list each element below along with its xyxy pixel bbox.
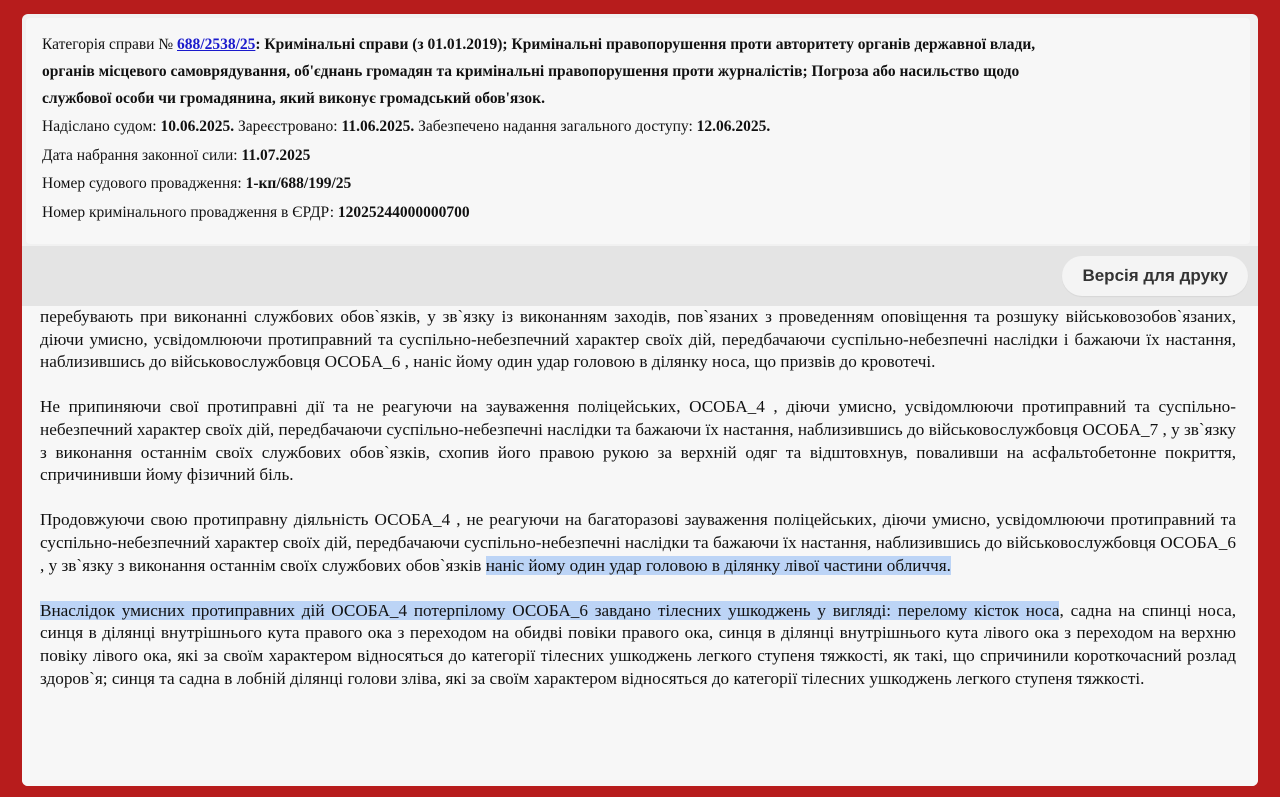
dates-line xyxy=(42,117,770,137)
case-category-line-3 xyxy=(42,89,545,109)
paragraph-4-text: , садна на спинці носа, синця в ділянці внутрішнього кута правого ока з переходом на обидві повіки правого ока, синця в ділянці внутрішнього кута лівого ока з переходом на верхню повіку лівого ока, які за своїм характером відносяться до категорії тілесних ушкоджень легкого ступеня тяжкості, як такі, що спричинили короткочасний розлад здоров`я; синця та садна в лобній ділянці голови зліва, які за своїм характером відносяться до категорії тілесних ушкоджень легкого ступеня тяжкості. xyxy=(40,600,1237,688)
case-category-label: Категорія справи № xyxy=(42,36,178,53)
registered-label: Зареєстровано: xyxy=(234,118,342,135)
case-number-link[interactable]: 688/2538/25 xyxy=(177,36,256,53)
paragraph-4-highlight: Внаслідок умисних протиправних дій ОСОБА_4 потерпілому ОСОБА_6 завдано тілесних ушкоджень у вигляді: перелому кісток носа xyxy=(40,600,1060,620)
court-proceeding-label: Номер судового провадження: xyxy=(42,175,246,192)
sent-date: 10.06.2025. xyxy=(160,118,235,135)
case-category-text-1: : Кримінальні справи (з 01.01.2019); Кримінальні правопорушення проти авторитету органів державної влади, xyxy=(255,36,1036,53)
paragraph-3 xyxy=(40,509,1236,577)
registered-date: 11.06.2025. xyxy=(341,118,415,135)
paragraph-3-highlight: наніс йому один удар головою в ділянку лівої частини обличчя. xyxy=(485,555,951,575)
court-proceeding-number: 1-кп/688/199/25 xyxy=(245,175,352,192)
sent-label: Надіслано судом: xyxy=(42,118,161,135)
effective-date-label: Дата набрання законної сили: xyxy=(42,147,242,164)
effective-date-value: 11.07.2025 xyxy=(241,147,311,164)
print-version-button[interactable]: Версія для друку xyxy=(1062,256,1248,296)
case-category-text-3: службової особи чи громадянина, який виконує громадський обов'язок. xyxy=(42,90,545,107)
effective-date-line xyxy=(42,146,310,166)
access-date: 12.06.2025. xyxy=(696,118,771,135)
document-frame xyxy=(22,14,1258,786)
case-category-line-1 xyxy=(42,35,1035,55)
criminal-proceeding-line xyxy=(42,203,470,223)
document-toolbar xyxy=(22,246,1258,306)
paragraph-3-text: Продовжуючи свою протиправну діяльність ОСОБА_4 , не реагуючи на багаторазові зауваження поліцейських, діючи умисно, усвідомлюючи протиправний та суспільно-небезпечний характер своїх дій, передбачаючи суспільно-небезпечні наслідки та бажаючи їх настання, наблизившись до військовослужбовця ОСОБА_6 , у зв`язку з виконання останнім своїх службових обов`язків xyxy=(40,510,1236,575)
paragraph-1: перебувають при виконанні службових обов`язків, у зв`язку із виконанням заходів, пов`язаних з проведенням оповіщення та розшуку військовозобов`язаних, діючи умисно, усвідомлюючи протиправний та суспільно-небезпечний характер своїх дій, передбачаючи суспільно-небезпечні наслідки і бажаючи їх настання, наблизившись до військовослужбовця ОСОБА_6 , наніс йому один удар головою в ділянку носа, що призвів до кровотечі. xyxy=(40,307,1236,372)
paragraph-2: Не припиняючи свої протиправні дії та не реагуючи на зауваження поліцейських, ОСОБА_4 , діючи умисно, усвідомлюючи протиправний та суспільно-небезпечний характер своїх дій, передбачаючи суспільно-небезпечні наслідки та бажаючи їх настання, наблизившись до військовослужбовця ОСОБА_7 , у зв`язку з виконання останнім своїх службових обов`язків, схопив його правою рукою за верхній одяг та відштовхнув, поваливши на асфальтобетонне покриття, спричинивши йому фізичний біль. xyxy=(40,397,1236,485)
case-category-line-2 xyxy=(42,62,1019,82)
paragraph-4 xyxy=(40,600,1236,690)
case-info-panel xyxy=(26,18,1250,244)
criminal-proceeding-number: 12025244000000700 xyxy=(337,204,470,221)
document-body xyxy=(22,306,1258,786)
court-proceeding-line xyxy=(42,174,351,194)
criminal-proceeding-label: Номер кримінального провадження в ЄРДР: xyxy=(42,204,338,221)
case-category-text-2: органів місцевого самоврядування, об'єднань громадян та кримінальні правопорушення проти журналістів; Погроза або насильство щодо xyxy=(42,63,1020,80)
access-label: Забезпечено надання загального доступу: xyxy=(414,118,697,135)
document-text xyxy=(40,306,1236,713)
